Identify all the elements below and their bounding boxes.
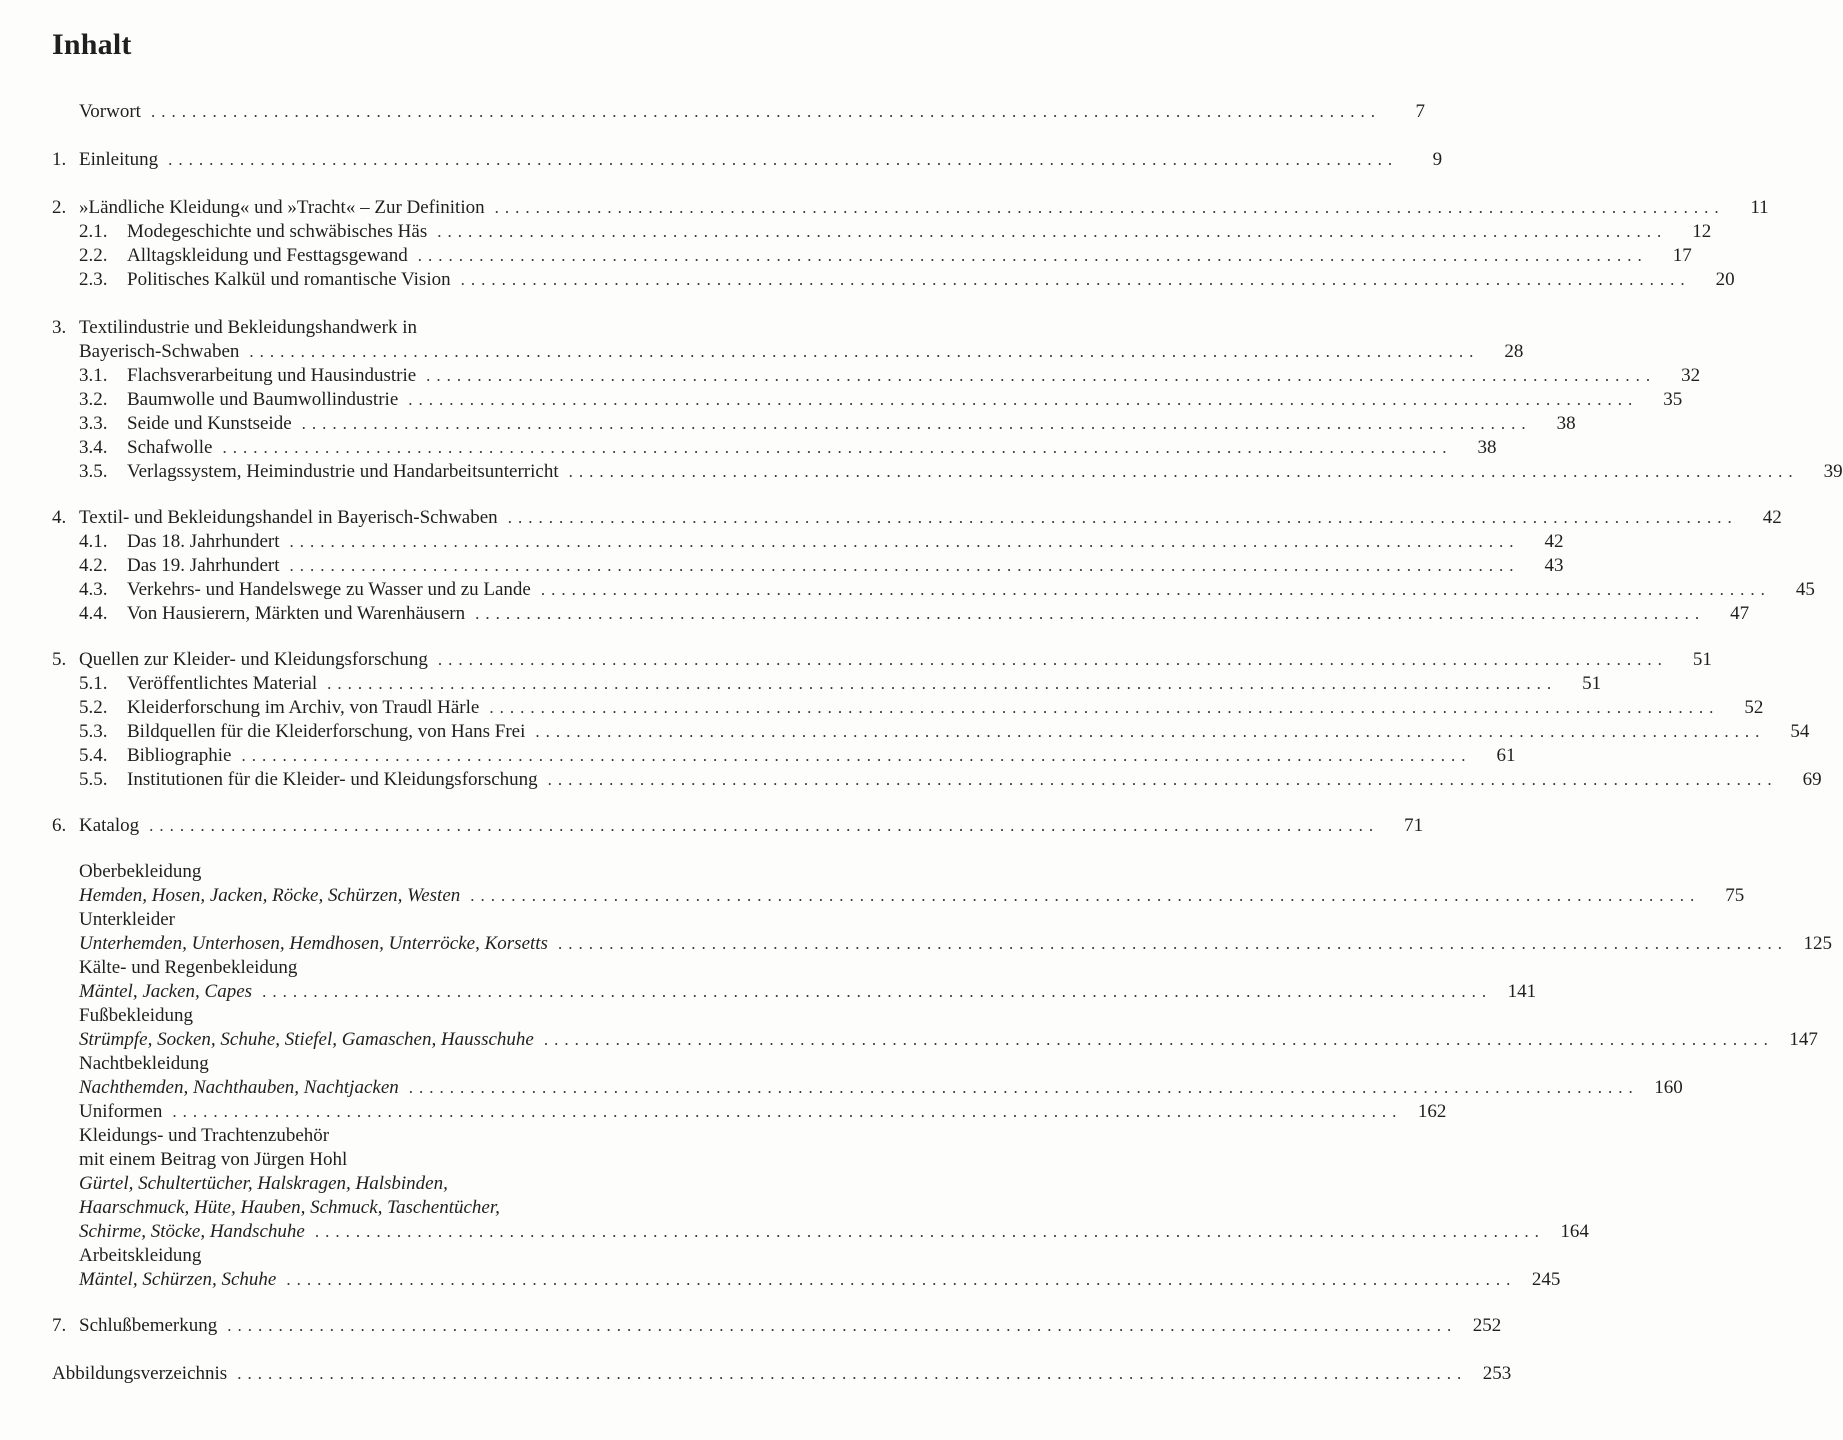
toc-entry-title: Verkehrs- und Handelswege zu Wasser und zu Lande	[127, 579, 531, 600]
toc-entry-page: 12	[1692, 221, 1712, 242]
dot-leader: ........................................................................................................................	[437, 222, 1668, 241]
toc-entry	[79, 1028, 1818, 1052]
dot-leader: ........................................................................................................................	[547, 770, 1778, 789]
toc-entry	[79, 1124, 737, 1148]
toc-entry-number: 2.2.	[79, 245, 108, 266]
toc-entry	[79, 768, 1822, 792]
toc-entry-title: Unterhemden, Unterhosen, Hemdhosen, Unterröcke, Korsetts	[79, 933, 548, 954]
toc-entry	[52, 316, 737, 340]
toc-entry-title: Kleidungs- und Trachtenzubehör	[79, 1125, 330, 1146]
toc-entry-title: Strümpfe, Socken, Schuhe, Stiefel, Gamaschen, Hausschuhe	[79, 1029, 534, 1050]
toc-entry-page: 11	[1750, 197, 1769, 218]
toc-entry-title: Veröffentlichtes Material	[127, 673, 318, 694]
toc-entry	[79, 1268, 1561, 1292]
toc-entry-number: 3.4.	[79, 437, 108, 458]
toc-entry-page: 125	[1803, 933, 1832, 954]
dot-leader: ........................................................................................................................	[314, 1222, 1545, 1241]
toc-entry-number: 4.	[52, 507, 67, 528]
toc-entry-title: Von Hausierern, Märkten und Warenhäusern	[127, 603, 466, 624]
toc-entry-title: Politisches Kalkül und romantische Vision	[127, 269, 451, 290]
toc-entry	[79, 578, 1815, 602]
toc-entry	[52, 196, 1769, 220]
toc-entry	[79, 412, 1576, 436]
toc-entry-title: Katalog	[79, 815, 140, 836]
toc-entry-number: 7.	[52, 1315, 67, 1336]
toc-entry-title: Textil- und Bekleidungshandel in Bayerisch-Schwaben	[79, 507, 498, 528]
dot-leader: ........................................................................................................................	[568, 462, 1799, 481]
toc-entry-title: Mäntel, Jacken, Capes	[79, 981, 253, 1002]
toc-entry	[79, 980, 1537, 1004]
toc-entry	[79, 268, 1735, 292]
toc-entry-page: 52	[1744, 697, 1764, 718]
dot-leader: ........................................................................................................................	[289, 556, 1520, 575]
toc-entry-page: 28	[1504, 341, 1524, 362]
toc-entry-page: 147	[1789, 1029, 1818, 1050]
dot-leader: ........................................................................................................................	[286, 1270, 1517, 1289]
toc-entry-title: Bildquellen für die Kleiderforschung, von Hans Frei	[127, 721, 526, 742]
toc-entry-page: 160	[1654, 1077, 1683, 1098]
toc-entry-number: 5.1.	[79, 673, 108, 694]
toc-entry-number: 3.2.	[79, 389, 108, 410]
toc-entry-number: 6.	[52, 815, 67, 836]
dot-leader: ........................................................................................................................	[470, 886, 1701, 905]
dot-leader: ........................................................................................................................	[543, 1030, 1774, 1049]
dot-leader: ........................................................................................................................	[535, 722, 1766, 741]
toc-entry-number: 5.5.	[79, 769, 108, 790]
toc-entry	[52, 148, 1443, 172]
dot-leader: ........................................................................................................................	[237, 1364, 1468, 1383]
dot-leader: ........................................................................................................................	[172, 1102, 1403, 1121]
toc-entry-title: Baumwolle und Baumwollindustrie	[127, 389, 399, 410]
toc-entry	[52, 100, 1425, 124]
toc-entry-title: Flachsverarbeitung und Hausindustrie	[127, 365, 417, 386]
toc-entry-page: 69	[1802, 769, 1822, 790]
toc-entry	[79, 602, 1750, 626]
toc-entry-page: 45	[1795, 579, 1815, 600]
toc-entry-number: 5.4.	[79, 745, 108, 766]
toc-entry-page: 39	[1823, 461, 1843, 482]
toc-entry-number: 3.5.	[79, 461, 108, 482]
toc-entry-page: 47	[1730, 603, 1750, 624]
toc-entry-title: Unterkleider	[79, 909, 176, 930]
toc-entry	[79, 554, 1564, 578]
toc-entry	[79, 1100, 1447, 1124]
toc-entry	[79, 696, 1764, 720]
dot-leader: ........................................................................................................................	[168, 150, 1399, 169]
toc-entry	[79, 460, 1843, 484]
toc-entry-title: Hemden, Hosen, Jacken, Röcke, Schürzen, Westen	[79, 885, 461, 906]
toc-entry	[79, 1076, 1683, 1100]
toc-entry-title: Abbildungsverzeichnis	[52, 1363, 228, 1384]
toc-entry-page: 42	[1762, 507, 1782, 528]
toc-entry-page: 75	[1725, 885, 1745, 906]
toc-entry-title: Uniformen	[79, 1101, 163, 1122]
toc-entry	[79, 364, 1701, 388]
toc-entry-title: »Ländliche Kleidung« und »Tracht« – Zur Definition	[79, 197, 485, 218]
toc-entry-title: Nachtbekleidung	[79, 1053, 209, 1074]
toc-entry-page: 164	[1560, 1221, 1589, 1242]
toc-entry-number: 2.3.	[79, 269, 108, 290]
toc-entry	[79, 860, 737, 884]
toc-entry	[52, 1314, 1502, 1338]
toc-entry-page: 17	[1672, 245, 1692, 266]
toc-entry-page: 35	[1663, 389, 1683, 410]
toc-entry-page: 9	[1432, 149, 1443, 170]
toc-entry	[79, 1244, 737, 1268]
dot-leader: ........................................................................................................................	[408, 1078, 1639, 1097]
toc-entry-number: 4.3.	[79, 579, 108, 600]
toc-entry	[79, 932, 1832, 956]
toc-entry-page: 252	[1472, 1315, 1502, 1336]
toc-entry-title: Bibliographie	[127, 745, 232, 766]
dot-leader: ........................................................................................................................	[417, 246, 1648, 265]
toc-entry-page: 32	[1681, 365, 1701, 386]
toc-entry-title: Nachthemden, Nachthauben, Nachtjacken	[79, 1077, 399, 1098]
toc-entry	[79, 388, 1683, 412]
toc-entry	[52, 1362, 1512, 1386]
dot-leader: ........................................................................................................................	[540, 580, 1771, 599]
toc-entry-title: Modegeschichte und schwäbisches Häs	[127, 221, 428, 242]
toc-entry-page: 141	[1507, 981, 1537, 1002]
toc-entry	[79, 1004, 737, 1028]
dot-leader: ........................................................................................................................	[327, 674, 1558, 693]
dot-leader: ........................................................................................................................	[249, 342, 1480, 361]
toc-entry-title: Kälte- und Regenbekleidung	[79, 957, 298, 978]
dot-leader: ........................................................................................................................	[460, 270, 1691, 289]
toc-entry-title: Das 18. Jahrhundert	[127, 531, 280, 552]
toc-entry-title: Schlußbemerkung	[79, 1315, 218, 1336]
toc-entry	[79, 436, 1497, 460]
toc-entry-number: 5.3.	[79, 721, 108, 742]
toc-entry	[52, 506, 1782, 530]
toc-entry-title: Das 19. Jahrhundert	[127, 555, 280, 576]
toc-entry-page: 245	[1531, 1269, 1561, 1290]
toc-entry-number: 4.2.	[79, 555, 108, 576]
toc-entry-number: 3.1.	[79, 365, 108, 386]
toc-entry	[79, 1148, 737, 1172]
toc-entry	[79, 1196, 737, 1220]
dot-leader: ........................................................................................................................	[222, 438, 1453, 457]
toc-entry-title: Schirme, Stöcke, Handschuhe	[79, 1221, 305, 1242]
toc-entry-title: Haarschmuck, Hüte, Hauben, Schmuck, Taschentücher,	[79, 1197, 500, 1218]
toc-entry-title: Seide und Kunstseide	[127, 413, 292, 434]
page-title: Inhalt	[52, 28, 132, 61]
toc-entry-number: 4.1.	[79, 531, 108, 552]
toc-entry-title: Verlagssystem, Heimindustrie und Handarbeitsunterricht	[127, 461, 559, 482]
toc-entry-number: 2.	[52, 197, 67, 218]
toc-entry	[79, 244, 1692, 268]
toc-entry-title: Vorwort	[79, 101, 141, 122]
toc-entry-page: 71	[1404, 815, 1424, 836]
dot-leader: ........................................................................................................................	[150, 102, 1381, 121]
dot-leader: ........................................................................................................................	[437, 650, 1668, 669]
toc-entry	[79, 1220, 1589, 1244]
toc-entry	[79, 908, 737, 932]
toc-entry-title: Oberbekleidung	[79, 861, 202, 882]
toc-entry-title: Textilindustrie und Bekleidungshandwerk in	[79, 317, 417, 338]
toc-entry-title: Fußbekleidung	[79, 1005, 193, 1026]
toc-entry-number: 4.4.	[79, 603, 108, 624]
toc-entry-page: 162	[1417, 1101, 1447, 1122]
toc-entry-page: 51	[1692, 649, 1712, 670]
toc-entry	[52, 814, 1424, 838]
toc-entry-page: 61	[1496, 745, 1516, 766]
toc-entry-page: 253	[1482, 1363, 1512, 1384]
dot-leader: ........................................................................................................................	[289, 532, 1520, 551]
toc-entry-title: Mäntel, Schürzen, Schuhe	[79, 1269, 277, 1290]
toc-entry-page: 54	[1790, 721, 1810, 742]
toc-entry-title: Schafwolle	[127, 437, 213, 458]
toc-entry	[79, 672, 1602, 696]
toc-entry-number: 2.1.	[79, 221, 108, 242]
toc-entry-number: 3.	[52, 317, 67, 338]
dot-leader: ........................................................................................................................	[241, 746, 1472, 765]
dot-leader: ........................................................................................................................	[475, 604, 1706, 623]
toc-entry-title: Einleitung	[79, 149, 159, 170]
dot-leader: ........................................................................................................................	[507, 508, 1738, 527]
dot-leader: ........................................................................................................................	[149, 816, 1380, 835]
dot-leader: ........................................................................................................................	[426, 366, 1657, 385]
toc-entry-number: 5.	[52, 649, 67, 670]
toc-entry	[79, 220, 1712, 244]
toc-entry-number: 1.	[52, 149, 67, 170]
toc-entry-number: 3.3.	[79, 413, 108, 434]
toc-entry-page: 7	[1415, 101, 1425, 122]
dot-leader: ........................................................................................................................	[301, 414, 1532, 433]
toc-entry	[79, 1052, 737, 1076]
toc-entry-title: Quellen zur Kleider- und Kleidungsforschung	[79, 649, 428, 670]
dot-leader: ........................................................................................................................	[494, 198, 1725, 217]
toc-entry	[79, 1172, 737, 1196]
toc-entry-page: 51	[1582, 673, 1602, 694]
toc-entry-page: 43	[1544, 555, 1564, 576]
toc-entry-title: Kleiderforschung im Archiv, von Traudl Härle	[127, 697, 480, 718]
toc-entry	[79, 956, 737, 980]
toc-entry-title: Bayerisch-Schwaben	[79, 341, 240, 362]
toc-entry-title: mit einem Beitrag von Jürgen Hohl	[79, 1149, 348, 1170]
dot-leader: ........................................................................................................................	[227, 1316, 1458, 1335]
toc-entry-page: 38	[1556, 413, 1576, 434]
toc-entry	[79, 884, 1745, 908]
toc-entry	[52, 648, 1712, 672]
dot-leader: ........................................................................................................................	[262, 982, 1493, 1001]
toc-entry-page: 38	[1477, 437, 1497, 458]
toc-entry	[79, 720, 1810, 744]
dot-leader: ........................................................................................................................	[557, 934, 1788, 953]
dot-leader: ........................................................................................................................	[489, 698, 1720, 717]
toc-entry-title: Alltagskleidung und Festtagsgewand	[127, 245, 408, 266]
toc-entry	[79, 340, 1524, 364]
toc-entry-page: 42	[1544, 531, 1564, 552]
toc-entry-title: Arbeitskleidung	[79, 1245, 202, 1266]
toc-entry-page: 20	[1715, 269, 1735, 290]
toc-entry	[79, 744, 1516, 768]
toc-entry	[79, 530, 1564, 554]
toc-entry-title: Gürtel, Schultertücher, Halskragen, Halsbinden,	[79, 1173, 448, 1194]
toc-entry-number: 5.2.	[79, 697, 108, 718]
dot-leader: ........................................................................................................................	[408, 390, 1639, 409]
toc-entry-title: Institutionen für die Kleider- und Kleidungsforschung	[127, 769, 538, 790]
